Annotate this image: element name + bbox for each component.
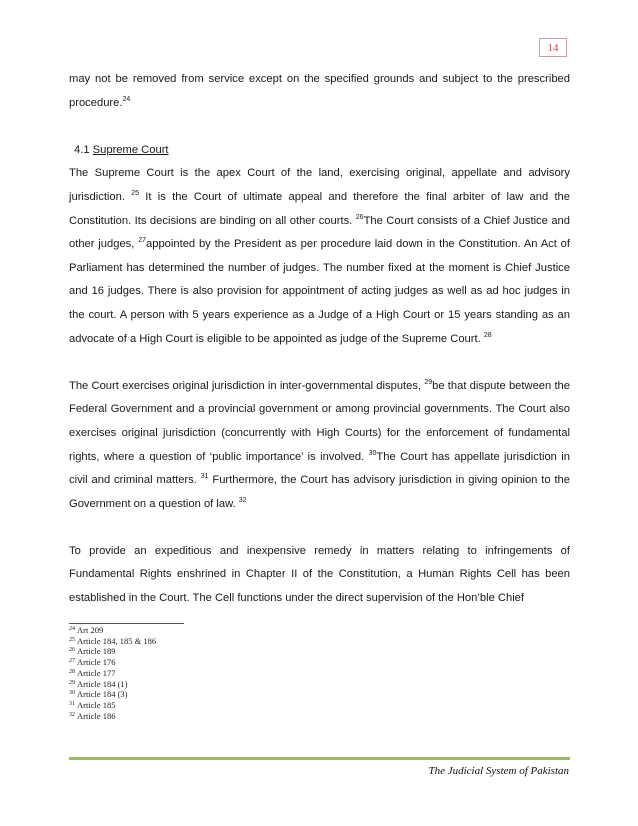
footnote-ref: 26 [355,213,364,221]
footnote-number: 28 [69,668,75,675]
footnote-ref: 24 [122,95,131,103]
footnote-text: Article 184, 185 & 186 [77,635,157,646]
footnote-item [69,646,156,657]
section-title: Supreme Court [92,143,169,156]
footnote-number: 24 [69,626,75,632]
footnote-item [69,689,156,700]
footnote-number: 29 [69,679,75,686]
footnote-text: Article 184 (1) [77,678,128,689]
paragraph-text: The Supreme Court is the apex Court of the land, exercising original, appellate and advisory jurisdiction. [69,167,570,203]
footnote-number: 32 [69,711,75,718]
footnote-ref: 32 [238,496,247,504]
footnote-ref: 28 [483,331,492,339]
footnote-ref: 25 [131,189,140,197]
footnote-item [69,700,156,711]
footnote-item [69,625,156,636]
footnote-ref: 29 [424,378,433,386]
paragraph-text: Furthermore, the Court has advisory jurisdiction in giving opinion to the Government on a question of law. [69,474,570,510]
paragraph-text: The Court consists of a Chief Justice and other judges, [69,214,570,251]
paragraph-jurisdiction [69,375,570,517]
footnote-ref: 30 [368,449,377,457]
footnote-item [69,711,156,722]
paragraph-text: The Court exercises original jurisdiction in inter-governmental disputes, [69,379,425,392]
paragraph-text: be that dispute between the Federal Government and a provincial government or among provincial governments. The Court also exercises original jurisdiction (concurrently with High Courts) for the enforcement of fundamental rights, where a question of ‘public importance’ is involved. [69,379,571,463]
footnote-number: 30 [69,690,75,697]
footnote-ref: 31 [200,473,209,481]
section-number: 4.1 [74,143,90,156]
footnote-item [69,668,156,679]
footer-rule [69,757,570,760]
footnote-text: Article 185 [77,699,116,710]
page-number: 14 [539,38,567,57]
footnote-item [69,679,156,690]
footnote-text: Article 186 [77,710,116,721]
paragraph-human-rights-cell [69,540,570,611]
paragraph-continuation [69,68,570,115]
paragraph-text: appointed by the President as per procedure laid down in the Constitution. An Act of Parliament has determined the number of judges. The number fixed at the moment is Chief Justice and 16 judges. There is also provision for appointment of acting judges as well as ad hoc judges in the court. A person with 5 years experience as a Judge of a High Court or 15 years standing as an advocate of a High Court is eligible to be appointed as judge of the Supreme Court. [69,238,570,345]
footnote-item [69,657,156,668]
footnote-text: Article 177 [77,667,116,678]
footnote-number: 31 [69,700,75,707]
footnote-text: Article 184 (3) [77,689,128,700]
paragraph-supreme-court [69,162,570,351]
footnote-ref: 27 [138,237,146,245]
footnote-separator [69,623,184,624]
footnote-text: Art 209 [77,625,104,635]
paragraph-text: To provide an expeditious and inexpensive remedy in matters relating to infringements of Fundamental Rights enshrined in Chapter II of the Constitution, a Human Rights Cell has been established in the Court. The Cell functions under the direct supervision of the Hon’ble Chief [69,544,570,605]
section-heading [69,139,570,163]
body-text [69,68,570,611]
footnote-number: 27 [69,658,75,665]
footnote-number: 26 [69,647,75,654]
paragraph-text: may not be removed from service except on the specified grounds and subject to the prescribed procedure. [69,73,570,109]
paragraph-text: The Court has appellate jurisdiction in civil and criminal matters. [69,450,570,487]
footnote-number: 25 [69,636,75,643]
paragraph-text: It is the Court of ultimate appeal and therefore the final arbiter of law and the Constitution. Its decisions are binding on all other courts. [69,190,570,227]
footnote-text: Article 189 [77,646,116,657]
footer-title: The Judicial System of Pakistan [428,765,569,777]
footnote-item [69,636,156,647]
footnote-text: Article 176 [77,657,116,668]
footnotes-list [69,625,156,721]
